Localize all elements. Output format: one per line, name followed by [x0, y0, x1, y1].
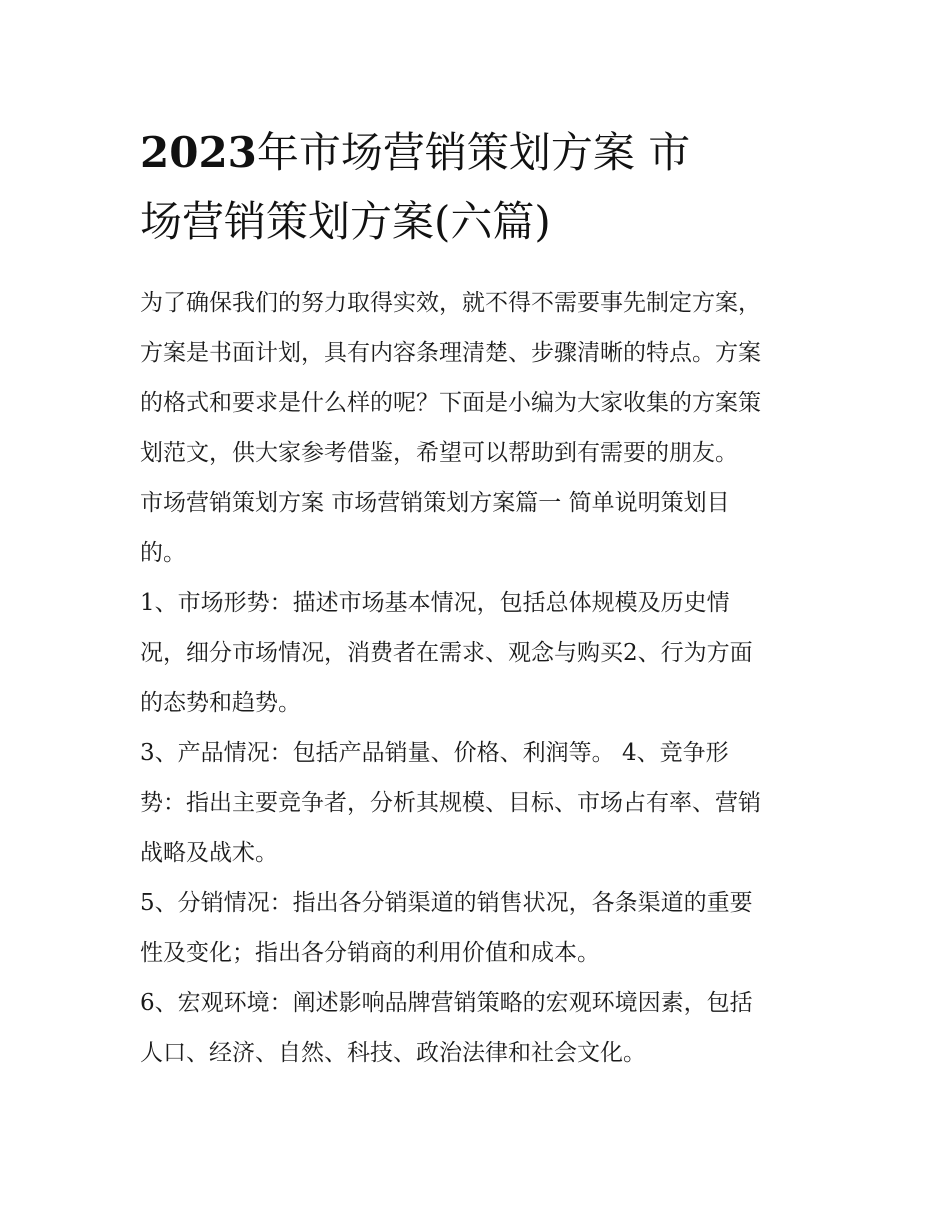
- paragraph-section-heading: [140, 478, 820, 578]
- paragraph-line: 人口、经济、自然、科技、政治法律和社会文化。: [140, 1040, 646, 1066]
- paragraph-intro: [140, 278, 820, 478]
- title-line-1: 2023年市场营销策划方案 市: [140, 128, 691, 177]
- paragraph-line: 3、产品情况：包括产品销量、价格、利润等。 4、竞争形: [140, 740, 729, 766]
- paragraph-line: 6、宏观环境：阐述影响品牌营销策略的宏观环境因素，包括: [140, 990, 753, 1016]
- paragraph-item-5: [140, 878, 820, 978]
- paragraph-line: 方案是书面计划，具有内容条理清楚、步骤清晰的特点。方案: [140, 340, 761, 366]
- paragraph-line: 划范文，供大家参考借鉴，希望可以帮助到有需要的朋友。: [140, 440, 738, 466]
- paragraph-item-6: [140, 978, 820, 1078]
- paragraph-item-1: [140, 578, 820, 728]
- paragraph-item-3: [140, 728, 820, 878]
- paragraph-line: 市场营销策划方案 市场营销策划方案篇一 简单说明策划目: [140, 490, 730, 516]
- paragraph-line: 况，细分市场情况，消费者在需求、观念与购买2、行为方面: [140, 640, 753, 666]
- paragraph-line: 1、市场形势：描述市场基本情况，包括总体规模及历史情: [140, 590, 730, 616]
- paragraph-line: 的态势和趋势。: [140, 690, 301, 716]
- paragraph-line: 为了确保我们的努力取得实效，就不得不需要事先制定方案，: [140, 290, 761, 316]
- document-title: [140, 118, 830, 256]
- paragraph-line: 性及变化；指出各分销商的利用价值和成本。: [140, 940, 600, 966]
- paragraph-line: 5、分销情况：指出各分销渠道的销售状况，各条渠道的重要: [140, 890, 753, 916]
- title-year: 2023: [140, 128, 257, 177]
- title-line-2: 场营销策划方案(六篇): [140, 197, 551, 246]
- paragraph-line: 的格式和要求是什么样的呢？下面是小编为大家收集的方案策: [140, 390, 761, 416]
- paragraph-line: 战略及战术。: [140, 840, 278, 866]
- paragraph-line: 势：指出主要竞争者，分析其规模、目标、市场占有率、营销: [140, 790, 761, 816]
- document-body: [140, 278, 820, 1078]
- paragraph-line: 的。: [140, 540, 186, 566]
